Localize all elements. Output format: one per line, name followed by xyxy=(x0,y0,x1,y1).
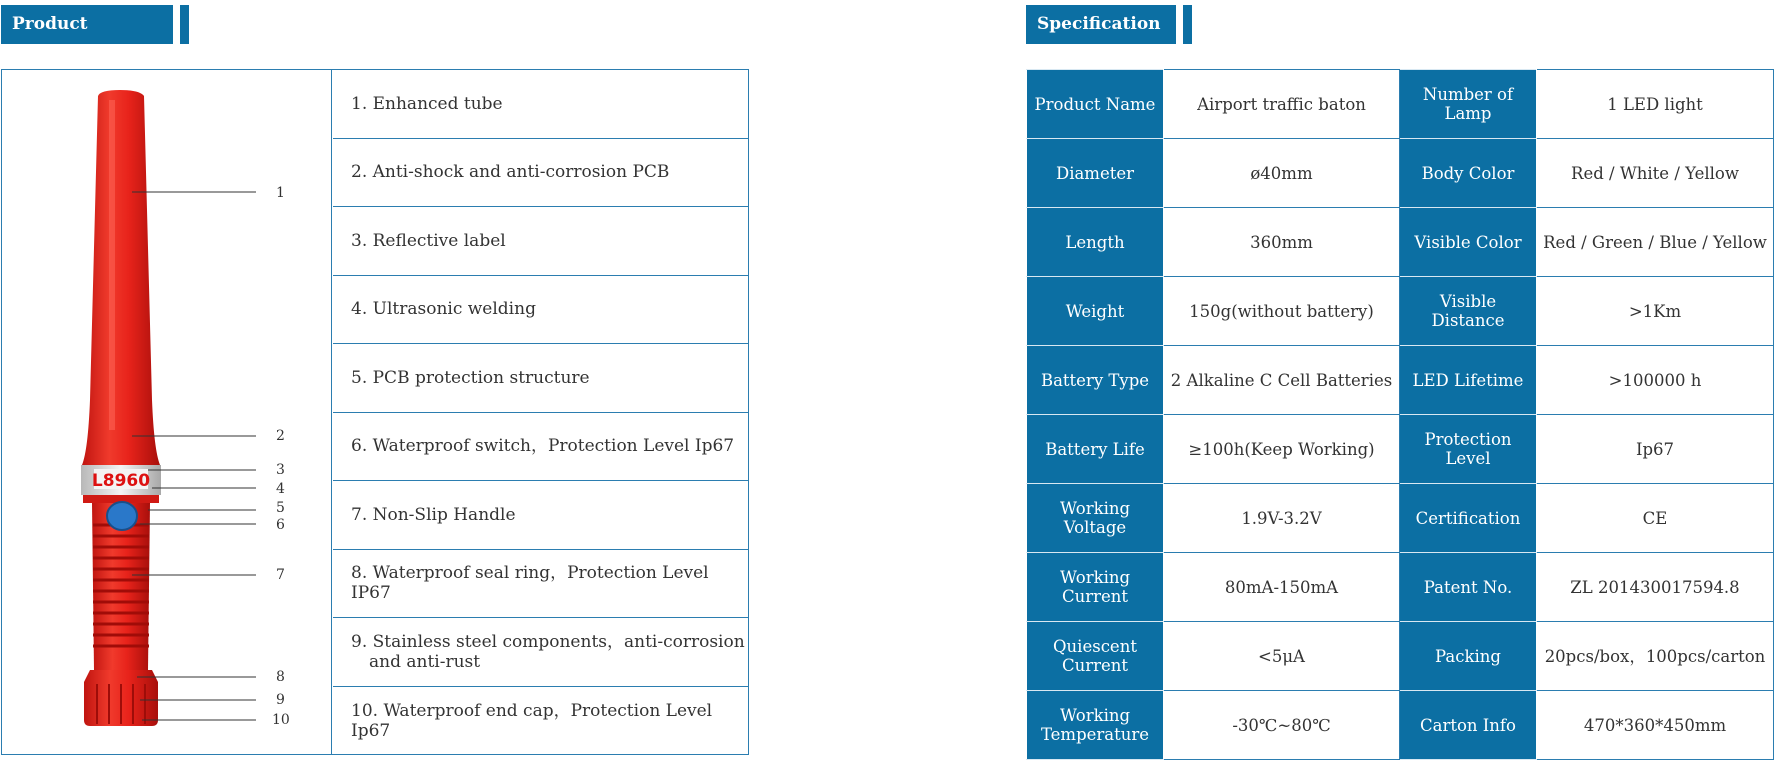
spec-label: Weight xyxy=(1027,277,1164,346)
spec-label: Product Name xyxy=(1027,70,1164,139)
spec-value: 470*360*450mm xyxy=(1537,691,1774,760)
spec-value: Airport traffic baton xyxy=(1164,70,1400,139)
part-item: 10. Waterproof end cap，Protection Level Ip67 xyxy=(351,700,713,741)
callout-number: 2 xyxy=(276,428,285,444)
spec-label: Quiescent Current xyxy=(1027,622,1164,691)
spec-value: Red / Green / Blue / Yellow xyxy=(1537,208,1774,277)
spec-value: ≥100h(Keep Working) xyxy=(1164,415,1400,484)
table-row xyxy=(1027,208,1774,277)
spec-value: Ip67 xyxy=(1537,415,1774,484)
part-item: 9. Stainless steel components，anti-corrosion and anti-rust xyxy=(333,618,748,687)
table-row xyxy=(1027,277,1774,346)
part-item: 4. Ultrasonic welding xyxy=(333,276,748,345)
table-row xyxy=(1027,139,1774,208)
spec-label: Patent No. xyxy=(1400,553,1537,622)
spec-label: Working Temperature xyxy=(1027,691,1164,760)
spec-label: Battery Type xyxy=(1027,346,1164,415)
spec-value: -30℃~80℃ xyxy=(1164,691,1400,760)
spec-value: CE xyxy=(1537,484,1774,553)
part-item: 5. PCB protection structure xyxy=(333,344,748,413)
spec-value: 150g(without battery) xyxy=(1164,277,1400,346)
spec-label: Working Voltage xyxy=(1027,484,1164,553)
part-item: 2. Anti-shock and anti-corrosion PCB xyxy=(333,139,748,208)
spec-label: Protection Level xyxy=(1400,415,1537,484)
spec-value: 2 Alkaline C Cell Batteries xyxy=(1164,346,1400,415)
callout-number: 1 xyxy=(276,185,285,201)
table-row xyxy=(1027,346,1774,415)
spec-label: Number of Lamp xyxy=(1400,70,1537,139)
table-row xyxy=(1027,484,1774,553)
specification-heading: Specification xyxy=(1026,5,1176,44)
part-list xyxy=(333,70,748,754)
model-label: L8960 xyxy=(91,471,151,491)
table-row xyxy=(1027,691,1774,760)
spec-value: 1 LED light xyxy=(1537,70,1774,139)
product-structure-panel xyxy=(1,69,749,755)
spec-label: Visible Distance xyxy=(1400,277,1537,346)
spec-label: Packing xyxy=(1400,622,1537,691)
spec-value: Red / White / Yellow xyxy=(1537,139,1774,208)
tube-highlight xyxy=(109,100,115,430)
spec-label: LED Lifetime xyxy=(1400,346,1537,415)
part-item: 3. Reflective label xyxy=(333,207,748,276)
power-switch xyxy=(107,502,137,530)
callout-number: 4 xyxy=(276,481,285,497)
heading-accent-bar xyxy=(180,5,189,44)
spec-label: Carton Info xyxy=(1400,691,1537,760)
spec-value: 80mA-150mA xyxy=(1164,553,1400,622)
spec-value: >100000 h xyxy=(1537,346,1774,415)
table-row xyxy=(1027,553,1774,622)
heading-accent-bar xyxy=(1183,5,1192,44)
product-structure-heading: Product structure xyxy=(1,5,173,44)
spec-label: Battery Life xyxy=(1027,415,1164,484)
table-row xyxy=(1027,415,1774,484)
part-item: 7. Non-Slip Handle xyxy=(333,481,748,550)
spec-label: Working Current xyxy=(1027,553,1164,622)
callout-number: 3 xyxy=(276,462,285,478)
part-item: 1. Enhanced tube xyxy=(333,70,748,139)
callout-number: 7 xyxy=(276,567,285,583)
spec-value: 1.9V-3.2V xyxy=(1164,484,1400,553)
spec-label: Body Color xyxy=(1400,139,1537,208)
spec-label: Length xyxy=(1027,208,1164,277)
spec-label: Certification xyxy=(1400,484,1537,553)
callout-number: 10 xyxy=(272,712,290,728)
callout-number: 8 xyxy=(276,669,285,685)
part-item: 8. Waterproof seal ring，Protection Level IP67 xyxy=(333,550,748,619)
spec-value: ZL 201430017594.8 xyxy=(1537,553,1774,622)
enhanced-tube xyxy=(82,90,160,465)
spec-value: 20pcs/box，100pcs/carton xyxy=(1537,622,1774,691)
spec-value: 360mm xyxy=(1164,208,1400,277)
spec-value: <5μA xyxy=(1164,622,1400,691)
baton-illustration xyxy=(2,70,330,754)
callout-number: 6 xyxy=(276,517,285,533)
part-item: 6. Waterproof switch，Protection Level Ip67 xyxy=(333,413,748,482)
product-image-cell xyxy=(2,70,332,754)
callout-number: 5 xyxy=(276,500,285,516)
specification-table xyxy=(1026,69,1774,760)
spec-value: ø40mm xyxy=(1164,139,1400,208)
table-row xyxy=(1027,70,1774,139)
spec-label: Diameter xyxy=(1027,139,1164,208)
spec-label: Visible Color xyxy=(1400,208,1537,277)
spec-value: >1Km xyxy=(1537,277,1774,346)
callout-number: 9 xyxy=(276,692,285,708)
table-row xyxy=(1027,622,1774,691)
